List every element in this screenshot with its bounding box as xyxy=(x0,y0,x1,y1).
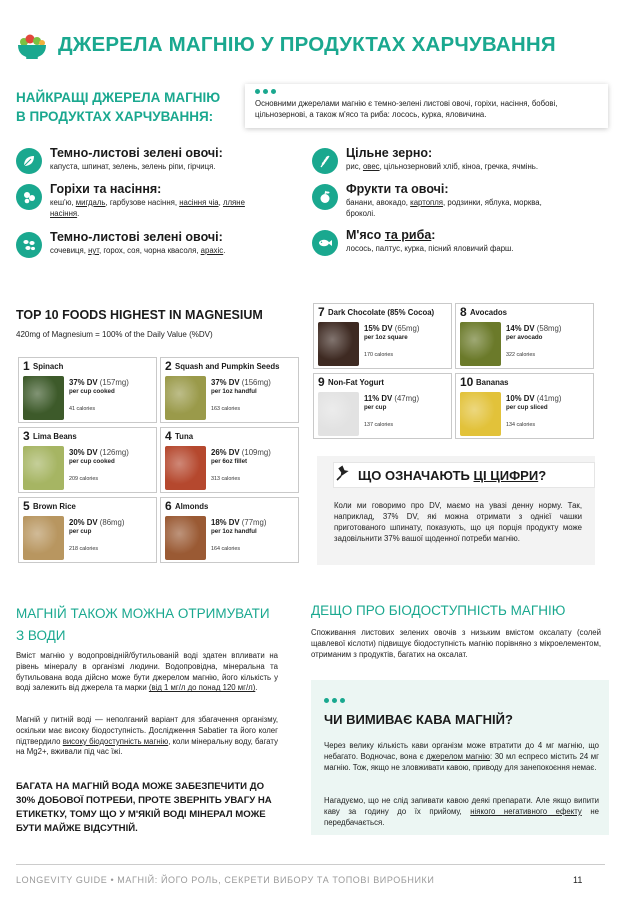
food-card xyxy=(18,427,157,493)
food-card-calories: 137 calories xyxy=(364,422,394,428)
food-group-nuts xyxy=(16,182,276,219)
fruit-icon xyxy=(312,184,338,210)
water-paragraph-2: Магній у питній воді — неполганий варіант для збагачення організму, оскільки має високу біодоступність. Дослідження Sabatier та його колег підтвердило високу біодоступність магнію, коли мінеральну воду, багату на Mg2+, вживали під час їжі. xyxy=(16,715,278,757)
food-card-calories: 170 calories xyxy=(364,352,394,358)
food-card xyxy=(313,303,452,369)
food-group-fruits xyxy=(312,182,572,219)
food-group-items: капуста, шпинат, зелень, зелень ріпи, гірчиця. xyxy=(50,162,216,171)
food-card-dv: 37% DV (157mg) xyxy=(69,378,129,387)
intro-heading-line2: В ПРОДУКТАХ ХАРЧУВАННЯ: xyxy=(16,109,214,124)
food-image xyxy=(23,446,64,490)
coffee-paragraph-2: Нагадуємо, що не слід запивати кавою деякі препарати. Але якщо випити каву за годину до їх прийому, ніякого негативного ефекту не передбачається. xyxy=(324,796,600,827)
food-card-rank: 10 xyxy=(460,375,474,389)
food-card-dv: 18% DV (77mg) xyxy=(211,518,267,527)
food-card-portion: per 1oz square xyxy=(364,334,408,341)
food-image xyxy=(165,446,206,490)
bio-text: Споживання листових зелених овочів з низьким вмістом оксалату (солей щавлевої кіслоти) підвищує біодоступність магнію порівняно з мікроелементом, отриманим з продуктів, багатих на оксалат. xyxy=(311,628,601,659)
dots-icon xyxy=(255,89,600,94)
food-card xyxy=(160,497,299,563)
food-card-name: Lima Beans xyxy=(33,432,77,441)
food-group-title: Темно-листові зелені овочі: xyxy=(50,230,223,244)
food-group-title: Горіхи та насіння: xyxy=(50,182,162,196)
nuts-icon xyxy=(16,184,42,210)
food-card-portion: per cup cooked xyxy=(69,388,115,395)
food-card xyxy=(313,373,452,439)
food-card-name: Tuna xyxy=(175,432,194,441)
food-card-calories: 322 calories xyxy=(506,352,536,358)
food-card-calories: 218 calories xyxy=(69,546,99,552)
coffee-paragraph-1: Через велику кількість кави організм може втратити до 4 мг магнію, що небагато. Водночас, вона є джерелом магнію: 30 мл еспресо містить 24 мг магнію. Тож, якщо не зловживати кавою, приводу для занепокоєння немає. xyxy=(324,741,599,772)
food-card-name: Spinach xyxy=(33,362,64,371)
food-card-portion: per 6oz fillet xyxy=(211,458,248,465)
coffee-heading: ЧИ ВИМИВАЄ КАВА МАГНІЙ? xyxy=(324,712,513,727)
page-title: ДЖЕРЕЛА МАГНІЮ У ПРОДУКТАХ ХАРЧУВАННЯ xyxy=(58,33,556,56)
food-image xyxy=(165,376,206,420)
food-card-portion: per cup xyxy=(69,528,92,535)
food-image xyxy=(165,516,206,560)
food-group-title: Фрукти та овочі: xyxy=(346,182,449,196)
food-card xyxy=(160,427,299,493)
food-image xyxy=(23,376,64,420)
food-card-dv: 10% DV (41mg) xyxy=(506,394,562,403)
salad-bowl-icon xyxy=(16,32,48,60)
food-card-rank: 7 xyxy=(318,305,325,319)
food-card-portion: per 1oz handful xyxy=(211,528,257,535)
food-card xyxy=(160,357,299,423)
food-card xyxy=(18,357,157,423)
footer-divider xyxy=(16,864,605,865)
water-highlight: БАГАТА НА МАГНІЙ ВОДА МОЖЕ ЗАБЕЗПЕЧИТИ ДО 30% ДОБОВОЇ ПОТРЕБИ, ПРОТЕ ЗВЕРНІТЬ УВАГУ НА ЕТИКЕТКУ, ТОМУ ЩО У М'ЯКІЙ ВОДІ МІНЕРАЛ МОЖЕ БУТИ МАЙЖЕ ВІДСУТНІЙ. xyxy=(16,781,272,834)
food-card-name: Almonds xyxy=(175,502,209,511)
food-card xyxy=(455,303,594,369)
food-card-dv: 30% DV (126mg) xyxy=(69,448,129,457)
food-card-portion: per 1oz handful xyxy=(211,388,257,395)
food-group-items: сочевиця, нут, горох, соя, чорна квасоля, арахіс. xyxy=(50,246,226,255)
food-card-name: Bananas xyxy=(476,378,509,387)
intro-callout xyxy=(245,84,608,128)
footer-text: LONGEVITY GUIDE • МАГНІЙ: ЙОГО РОЛЬ, СЕКРЕТИ ВИБОРУ ТА ТОПОВІ ВИРОБНИКИ xyxy=(16,875,435,885)
beans-icon xyxy=(16,232,42,258)
bio-heading: ДЕЩО ПРО БІОДОСТУПНІСТЬ МАГНІЮ xyxy=(311,603,566,618)
wheat-icon xyxy=(312,148,338,174)
intro-heading xyxy=(16,88,246,126)
food-card-dv: 20% DV (86mg) xyxy=(69,518,125,527)
food-group-items: кеш'ю, мигдаль, гарбузове насіння, насіння чіа, лляне насіння. xyxy=(50,198,245,218)
food-group-leafy xyxy=(16,146,296,174)
numbers-text: Коли ми говоримо про DV, маємо на увазі денну норму. Так, наприклад, 37% DV, які можна отримати з однієї чашки приготованого шпинату, показують, що ця порція продукту може задовільнити 37% вашої щоденної потреби магнію. xyxy=(334,501,582,543)
food-group-items: лосось, палтус, курка, пісний яловичий фарш. xyxy=(346,244,514,253)
food-group-title: Цільне зерно: xyxy=(346,146,433,160)
food-card-portion: per cup sliced xyxy=(506,404,548,411)
food-card-name: Non-Fat Yogurt xyxy=(328,378,385,387)
food-card-name: Dark Chocolate (85% Cocoa) xyxy=(328,308,435,317)
food-image xyxy=(318,322,359,366)
food-card-calories: 134 calories xyxy=(506,422,536,428)
food-card-dv: 26% DV (109mg) xyxy=(211,448,271,457)
food-image xyxy=(460,392,501,436)
food-card-rank: 2 xyxy=(165,359,172,373)
food-card-rank: 6 xyxy=(165,499,172,513)
page-number: 11 xyxy=(573,875,583,885)
food-image xyxy=(318,392,359,436)
food-group-items: рис, овес, цільнозерновий хліб, кіноа, гречка, ячмінь. xyxy=(346,162,539,171)
fish-icon xyxy=(312,230,338,256)
food-card-rank: 9 xyxy=(318,375,325,389)
food-group-grains xyxy=(312,146,608,174)
food-card-calories: 209 calories xyxy=(69,476,99,482)
water-heading: МАГНІЙ ТАКОЖ МОЖНА ОТРИМУВАТИ З ВОДИ xyxy=(16,606,270,643)
food-card-dv: 14% DV (58mg) xyxy=(506,324,562,333)
food-card-portion: per avocado xyxy=(506,334,543,341)
pin-icon xyxy=(335,464,353,482)
food-card xyxy=(18,497,157,563)
food-card-rank: 8 xyxy=(460,305,467,319)
food-card-dv: 37% DV (156mg) xyxy=(211,378,271,387)
food-card-rank: 4 xyxy=(165,429,172,443)
food-card-dv: 15% DV (65mg) xyxy=(364,324,420,333)
food-group-title: Темно-листові зелені овочі: xyxy=(50,146,223,160)
food-card-calories: 164 calories xyxy=(211,546,241,552)
food-card-calories: 163 calories xyxy=(211,406,241,412)
food-card-dv: 11% DV (47mg) xyxy=(364,394,420,403)
food-group-meat-fish xyxy=(312,228,592,256)
top10-title: TOP 10 FOODS HIGHEST IN MAGNESIUM xyxy=(16,308,263,322)
intro-heading-line1: НАЙКРАЩІ ДЖЕРЕЛА МАГНІЮ xyxy=(16,90,221,105)
food-card-calories: 41 calories xyxy=(69,406,96,412)
food-card-portion: per cup cooked xyxy=(69,458,115,465)
dots-icon xyxy=(324,698,345,703)
food-group-legumes xyxy=(16,230,296,258)
intro-text: Основними джерелами магнію є темно-зелені листові овочі, горіхи, насіння, бобові, цільнозернові, а також м'ясо та риба: лосось, курка, яловичина. xyxy=(255,99,558,119)
food-image xyxy=(460,322,501,366)
leaf-icon xyxy=(16,148,42,174)
water-paragraph-1: Вміст магнію у водопровідній/бутильованій воді здатен впливати на рівень мінералу в організмі людини. Водопровідна, мінеральна та бутильована вода дійсно може бути джерелом магнію, його кількість у воді залежить від джерела та марки (від 1 мг/л до понад 120 мг/л). xyxy=(16,651,278,693)
food-image xyxy=(23,516,64,560)
food-card xyxy=(455,373,594,439)
food-card-rank: 1 xyxy=(23,359,30,373)
numbers-heading: ЩО ОЗНАЧАЮТЬ ЦІ ЦИФРИ? xyxy=(358,468,547,483)
food-card-portion: per cup xyxy=(364,404,387,411)
food-card-rank: 5 xyxy=(23,499,30,513)
food-card-name: Squash and Pumpkin Seeds xyxy=(175,362,280,371)
food-group-title: М'ясо та риба: xyxy=(346,228,436,242)
food-card-name: Brown Rice xyxy=(33,502,76,511)
top10-subtitle: 420mg of Magnesium = 100% of the Daily Value (%DV) xyxy=(16,330,213,339)
food-card-rank: 3 xyxy=(23,429,30,443)
food-card-name: Avocados xyxy=(470,308,507,317)
food-group-items: банани, авокадо, картопля, родзинки, яблука, морква, броколі. xyxy=(346,198,542,218)
food-card-calories: 313 calories xyxy=(211,476,241,482)
